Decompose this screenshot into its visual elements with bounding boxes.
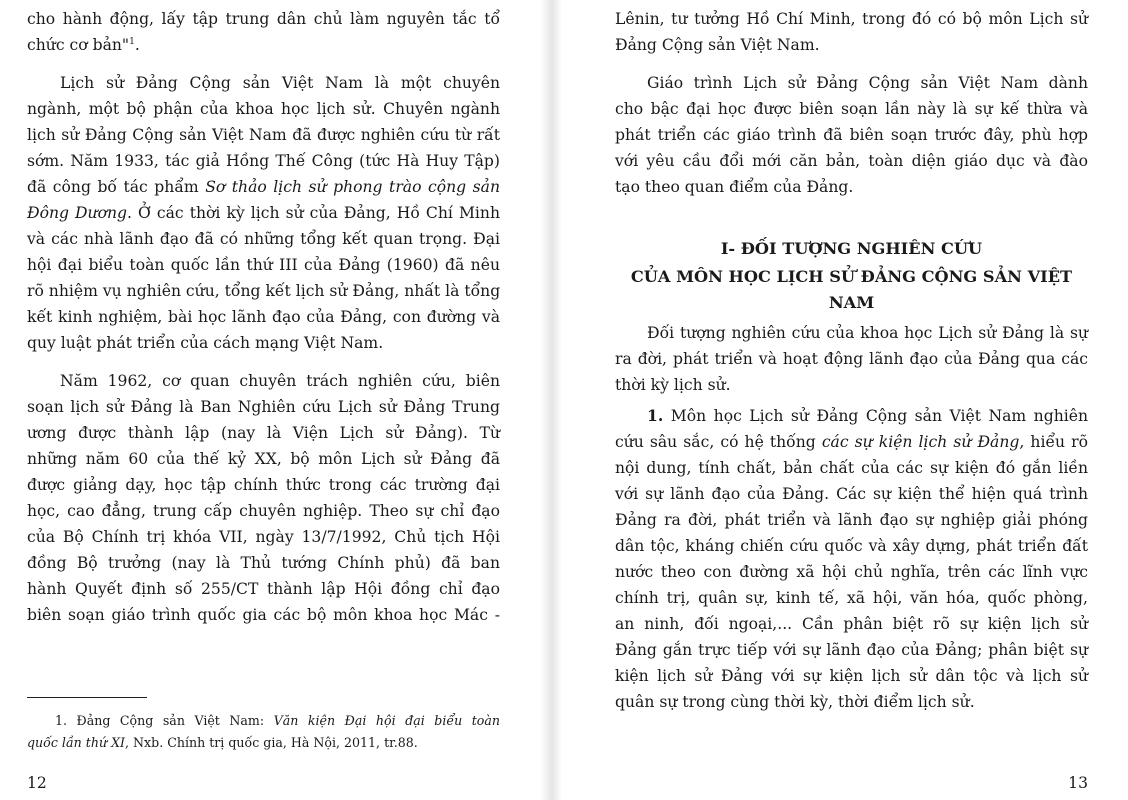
text-line: Giáo trình Lịch sử Đảng Cộng sản Việt Nam dành [647, 74, 1088, 92]
text-line: Năm 1962, cơ quan chuyên trách nghiên cứu, biên [60, 372, 500, 390]
book-title: Sơ thảo lịch sử phong trào cộng sản [205, 178, 500, 196]
text-line: quy luật phát triển của cách mạng Việt Nam. [27, 334, 384, 352]
text-line: Lênin, tư tưởng Hồ Chí Minh, trong đó có bộ môn Lịch sử [615, 10, 1088, 28]
footnote-line [55, 710, 500, 732]
section-heading: I- ĐỐI TƯỢNG NGHIÊN CỨU [720, 239, 983, 258]
text-line: an ninh, đối ngoại,... Cần phân biệt rõ sự kiện lịch sử [615, 615, 1088, 633]
text-line: đồng Bộ trưởng (nay là Thủ tướng Chính phủ) đã ban [27, 554, 500, 572]
footnote-divider [27, 697, 147, 698]
text-line: lịch sử Đảng Cộng sản Việt Nam đã được nghiên cứu từ rất [27, 126, 500, 144]
text-line: rõ nhiệm vụ nghiên cứu, tổng kết lịch sử Đảng, nhất là tổng [27, 282, 501, 300]
footnote-prefix: 1. Đảng Cộng sản Việt Nam: [55, 713, 274, 728]
text-fragment: Môn học Lịch sử Đảng Cộng sản Việt Nam nghiên [663, 407, 1088, 425]
text-fragment: chức cơ bản" [27, 36, 130, 54]
text-fragment: cứu sâu sắc, có hệ thống [615, 433, 822, 451]
right-page [556, 0, 1128, 800]
text-line [27, 174, 500, 200]
text-line: những năm 60 của thế kỷ XX, bộ môn Lịch sử Đảng đã [27, 450, 500, 468]
text-line: sớm. Năm 1933, tác giả Hồng Thế Công (tức Hà Huy Tập) [27, 152, 500, 170]
text-line: tạo theo quan điểm của Đảng. [615, 178, 854, 196]
text-line: với sự lãnh đạo của Đảng. Các sự kiện thể hiện quá trình [615, 485, 1088, 503]
text-line: soạn lịch sử Đảng là Ban Nghiên cứu Lịch sử Đảng Trung [27, 398, 500, 416]
footnote-suffix: , Nxb. Chính trị quốc gia, Hà Nội, 2011, tr.88. [125, 735, 418, 750]
text-line: phát triển các giáo trình đã biên soạn trước đây, phù hợp [615, 126, 1088, 144]
text-line [27, 200, 500, 226]
text-line: hành Quyết định số 255/CT thành lập Hội đồng chỉ đạo [27, 580, 500, 598]
text-line: chức cơ bản"$^1$. [27, 36, 140, 54]
text-line: chính trị, quân sự, kinh tế, xã hội, văn hóa, quốc phòng, [615, 589, 1088, 607]
text-fragment: . Ở các thời kỳ lịch sử của Đảng, Hồ Chí Minh [127, 204, 500, 222]
book-title: Đông Dương [27, 204, 128, 222]
text-line [615, 429, 1088, 455]
text-line: Đảng ra đời, phát triển và lãnh đạo sự nghiệp giải phóng [615, 511, 1088, 529]
text-line: kiện lịch sử Đảng với sự kiện lịch sử dân tộc và lịch sử [615, 667, 1088, 685]
text-line [647, 403, 1088, 429]
text-line: cho bậc đại học được biên soạn lần này là sự kế thừa và [615, 100, 1088, 118]
footnote-line [27, 732, 500, 754]
text-line: nước theo con đường xã hội chủ nghĩa, trên các lĩnh vực [615, 563, 1088, 581]
page-number: 12 [27, 774, 47, 792]
emphasis-text: các sự kiện lịch sử Đảng [821, 433, 1020, 451]
footnote-title: quốc lần thứ XI [27, 735, 126, 750]
page-number: 13 [1068, 774, 1088, 792]
list-number: 1. [647, 406, 664, 425]
text-fragment: , hiểu rõ [1019, 433, 1088, 451]
text-line: Đảng Cộng sản Việt Nam. [615, 36, 820, 54]
text-line: học, cao đẳng, trung cấp chuyên nghiệp. Theo sự chỉ đạo [27, 502, 500, 520]
text-line: nội dung, tính chất, bản chất của các sự kiện đó gắn liền [615, 459, 1088, 477]
text-line: cho hành động, lấy tập trung dân chủ làm nguyên tắc tổ [27, 10, 500, 28]
text-line: ương được thành lập (nay là Viện Lịch sử Đảng). Từ [27, 424, 500, 442]
text-line: hội đại biểu toàn quốc lần thứ III của Đảng (1960) đã nêu [27, 256, 500, 274]
text-line: thời kỳ lịch sử. [615, 376, 731, 394]
text-line: biên soạn giáo trình quốc gia các bộ môn khoa học Mác - [27, 606, 500, 624]
text-line: Đảng gắn trực tiếp với sự lãnh đạo của Đảng; phân biệt sự [615, 641, 1088, 659]
footnote-title: Văn kiện Đại hội đại biểu toàn [273, 713, 501, 728]
left-page [0, 0, 550, 800]
footnote-marker[interactable]: 1 [129, 36, 135, 47]
text-line: quân sự trong cùng thời kỳ, thời điểm lịch sử. [615, 693, 975, 711]
text-line: được giảng dạy, học tập chính thức trong các trường đại [27, 476, 500, 494]
text-line: với yêu cầu đổi mới căn bản, toàn diện giáo dục và đào [615, 152, 1088, 170]
text-line: Lịch sử Đảng Cộng sản Việt Nam là một chuyên [60, 74, 500, 92]
text-line: kết kinh nghiệm, bài học lãnh đạo của Đảng, con đường và [27, 308, 500, 326]
text-line: của Bộ Chính trị khóa VII, ngày 13/7/1992, Chủ tịch Hội [27, 528, 500, 546]
text-line: dân tộc, kháng chiến cứu quốc và xây dựng, phát triển đất [615, 537, 1088, 555]
text-line: ra đời, phát triển và hoạt động lãnh đạo của Đảng qua các [615, 350, 1088, 368]
text-line: ngành, một bộ phận của khoa học lịch sử. Chuyên ngành [27, 100, 500, 118]
text-fragment: đã công bố tác phẩm [27, 178, 206, 196]
text-line: Đối tượng nghiên cứu của khoa học Lịch sử Đảng là sự [647, 324, 1088, 342]
text-line: và các nhà lãnh đạo đã có những tổng kết quan trọng. Đại [27, 230, 500, 248]
section-heading: CỦA MÔN HỌC LỊCH SỬ ĐẢNG CỘNG SẢN VIỆT NAM [630, 267, 1073, 312]
